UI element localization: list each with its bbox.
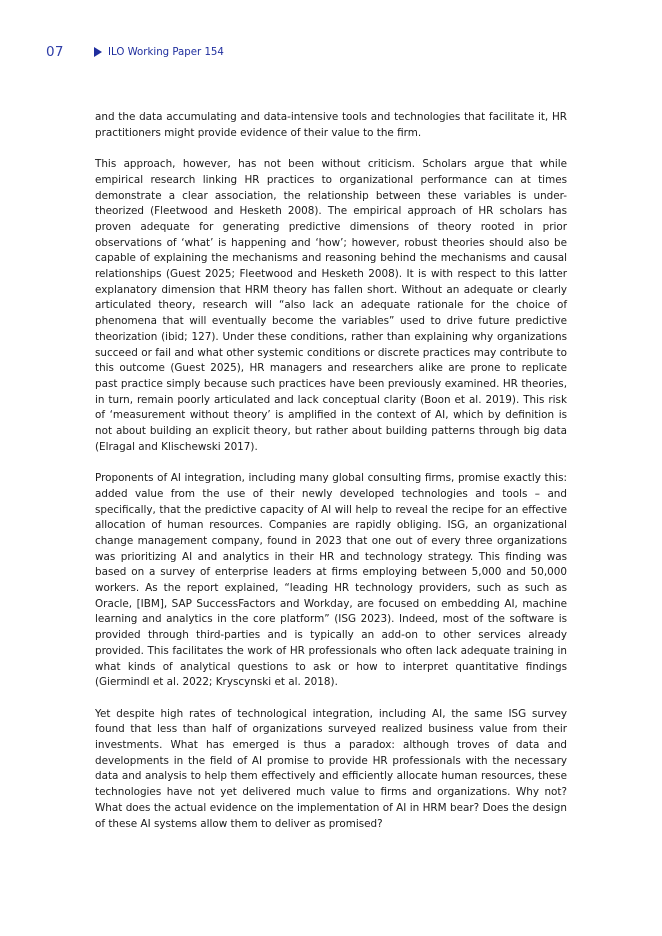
running-header: [46, 44, 224, 60]
paragraph-3: Proponents of AI integration, including many global consulting firms, promise exactly this: added value from the use of their newly developed technologies and tools – and specifically, that the predictive capacity of AI will help to reveal the recipe for an effective allocation of human resources. Companies are rapidly obliging. ISG, an organizational change management company, found in 2023 that one out of every three organizations was prioritizing AI and analytics in their HR and technology strategy. This finding was based on a survey of enterprise leaders at firms employing between 5,000 and 50,000 workers. As the report explained, “leading HR technology providers, such as such as Oracle, [IBM], SAP SuccessFactors and Workday, are focused on embedding AI, machine learning and analytics in the core platform” (ISG 2023). Indeed, most of the software is provided through third-parties and is typically an add-on to other services already provided. This facilitates the work of HR professionals who often lack adequate training in what kinds of analytical questions to ask or how to interpret quantitative findings (Giermindl et al. 2022; Kryscynski et al. 2018).: [95, 472, 567, 689]
series-title: ILO Working Paper 154: [108, 46, 224, 58]
paragraph-1: and the data accumulating and data-intensive tools and technologies that facilitate it, HR practitioners might provide evidence of their value to the firm.: [95, 111, 567, 139]
paragraph-2: This approach, however, has not been without criticism. Scholars argue that while empirical research linking HR practices to organizational performance can at times demonstrate a clear association, the relationship between these variables is under-theorized (Fleetwood and Hesketh 2008). The empirical approach of HR scholars has proven adequate for generating predictive dimensions of theory rooted in prior observations of ‘what’ is happening and ‘how’; however, robust theories should also be capable of explaining the mechanisms and reasoning behind the mechanisms and causal relationships (Guest 2025; Fleetwood and Hesketh 2008). It is with respect to this latter explanatory dimension that HRM theory has fallen short. Without an adequate or clearly articulated theory, research will “also lack an adequate rationale for the choice of phenomena that will eventually become the variables” used to drive future predictive theorization (ibid; 127). Under these conditions, rather than explaining why organizations succeed or fail and what other systemic conditions or discrete practices may contribute to this outcome (Guest 2025), HR managers and researchers alike are prone to replicate past practice simply because such practices have been previously examined. HR theories, in turn, remain poorly articulated and lack conceptual clarity (Boon et al. 2019). This risk of ‘measurement without theory’ is amplified in the context of AI, which by definition is not about building an explicit theory, but rather about building patterns through big data (Elragal and Klischewski 2017).: [95, 158, 567, 453]
page-number: 07: [46, 44, 64, 60]
triangle-marker-icon: [94, 47, 102, 57]
body-text: [95, 110, 567, 848]
paragraph-4: Yet despite high rates of technological integration, including AI, the same ISG survey found that less than half of organizations surveyed realized business value from their investments. What has emerged is thus a paradox: although troves of data and developments in the field of AI promise to provide HR professionals with the necessary data and analysis to help them effectively and efficiently allocate human resources, these technologies have not yet delivered much value to firms and organizations. Why not? What does the actual evidence on the implementation of AI in HRM bear? Does the design of these AI systems allow them to deliver as promised?: [95, 707, 567, 830]
